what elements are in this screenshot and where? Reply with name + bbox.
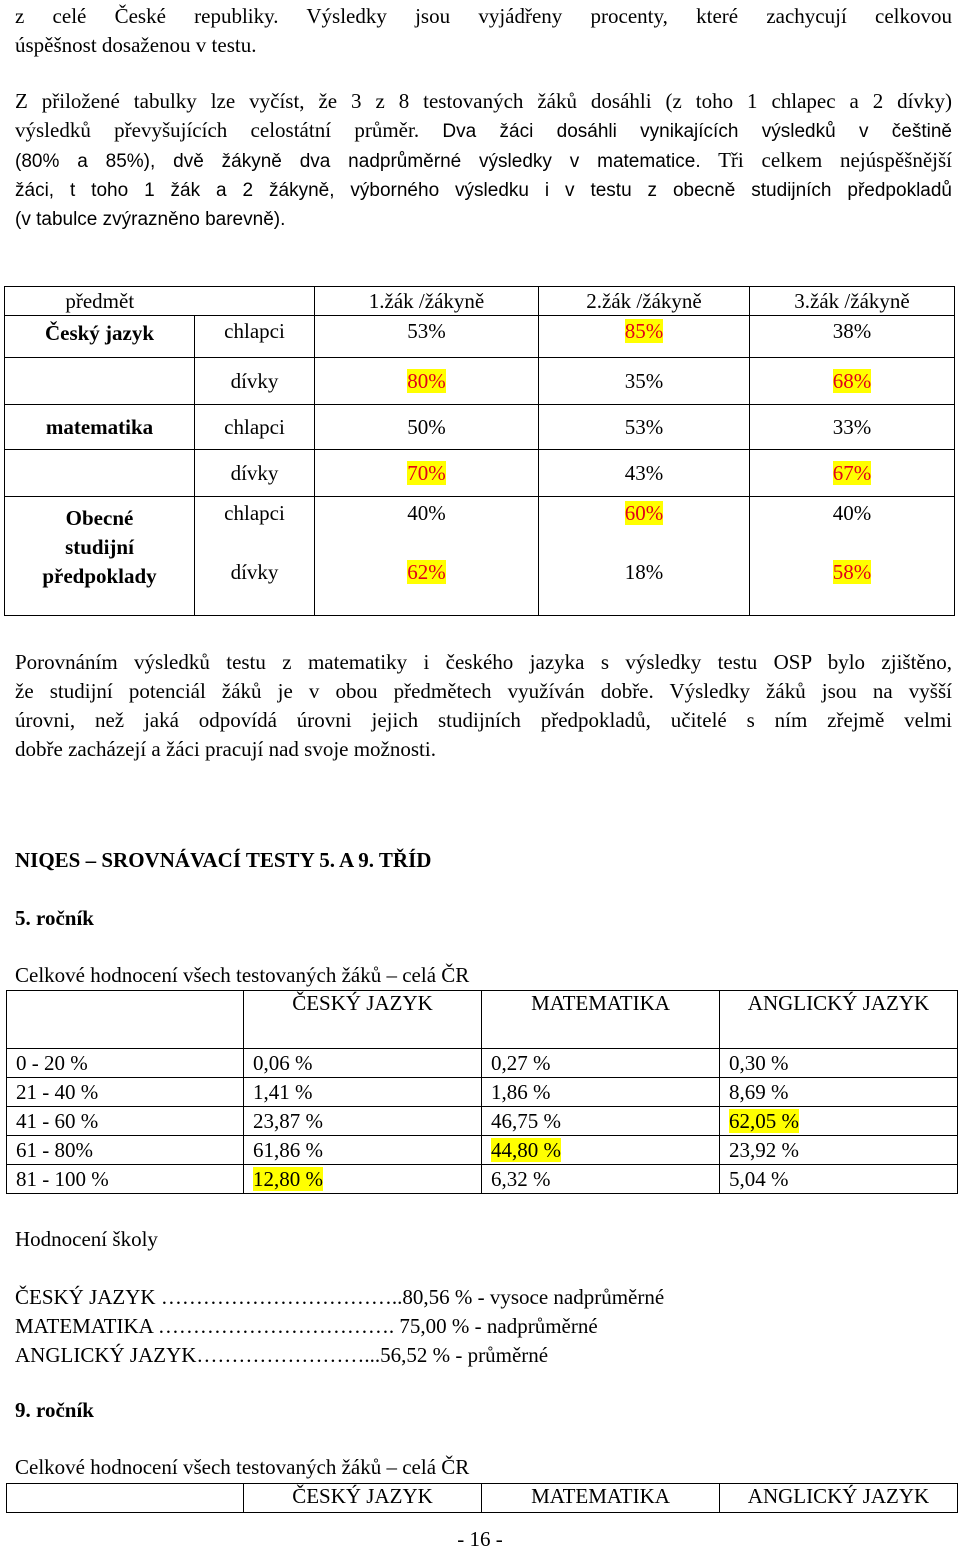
header-blank <box>7 991 244 1049</box>
school-results <box>15 1283 664 1370</box>
header-student-2: 2.žák /žákyně <box>539 287 750 316</box>
header-czech: ČESKÝ JAZYK <box>244 1484 482 1513</box>
value-cell: 0,06 % <box>244 1049 482 1078</box>
subject-czech: Český jazyk <box>5 316 195 358</box>
table-row <box>5 358 955 405</box>
value-cell: 8,69 % <box>720 1078 958 1107</box>
analysis-line-1: Z přiložené tabulky lze vyčíst, že 3 z 8 testovaných žáků dosáhli (z toho 1 chlapec a 2 dívky) <box>15 89 952 113</box>
group-cell: dívky <box>195 554 315 616</box>
value-cell <box>315 450 539 497</box>
value-cell: 0,27 % <box>482 1049 720 1078</box>
analysis-line-3-serif: Tři celkem nejúspěšnější <box>700 148 953 172</box>
value-cell <box>315 554 539 616</box>
value-cell: 61,86 % <box>244 1136 482 1165</box>
header-math: MATEMATIKA <box>482 1484 720 1513</box>
value-cell <box>720 1107 958 1136</box>
subject-osp <box>5 497 195 616</box>
school-result-math: MATEMATIKA ……………………………. 75,00 % - nadprůměrné <box>15 1314 598 1338</box>
grade9-table-caption: Celkové hodnocení všech testovaných žáků – celá ČR <box>15 1455 470 1479</box>
header-subject: předmět <box>5 287 195 316</box>
results-header-row <box>5 287 955 316</box>
grade5-table-caption: Celkové hodnocení všech testovaných žáků – celá ČR <box>15 963 470 987</box>
grade9-national-table <box>6 1483 958 1513</box>
analysis-line-3 <box>15 146 952 176</box>
analysis-paragraph <box>15 87 952 234</box>
value-cell: 23,92 % <box>720 1136 958 1165</box>
header-czech: ČESKÝ JAZYK <box>244 991 482 1049</box>
group-cell: chlapci <box>195 405 315 450</box>
subject-math: matematika <box>5 405 195 450</box>
value-cell: 43% <box>539 450 750 497</box>
table-row <box>5 450 955 497</box>
header-blank <box>7 1484 244 1513</box>
value-cell: 1,41 % <box>244 1078 482 1107</box>
subject-osp-line: studijní <box>65 534 134 559</box>
analysis-line-2-sans: Dva žáci dosáhli vynikajících výsledků v češtině <box>419 121 953 142</box>
highlighted-value: 60% <box>624 501 664 525</box>
subject-empty <box>5 450 195 497</box>
value-cell: 40% <box>315 497 539 554</box>
value-cell: 5,04 % <box>720 1165 958 1194</box>
table-row <box>7 1049 958 1078</box>
value-cell: 1,86 % <box>482 1078 720 1107</box>
table-row <box>7 1078 958 1107</box>
highlighted-value: 58% <box>832 559 872 584</box>
table-row <box>7 1136 958 1165</box>
header-student-1: 1.žák /žákyně <box>315 287 539 316</box>
highlighted-value: 44,80 % <box>491 1137 561 1162</box>
value-cell: 50% <box>315 405 539 450</box>
group-cell: dívky <box>195 358 315 405</box>
value-cell <box>750 554 955 616</box>
comparison-line-3: úrovni, než jaká odpovídá úrovni jejich studijních předpokladů, učitelé s ním zřejmě velmi <box>15 708 952 732</box>
value-cell: 40% <box>750 497 955 554</box>
grade5-heading: 5. ročník <box>15 906 94 930</box>
table-row <box>7 1165 958 1194</box>
range-cell: 81 - 100 % <box>7 1165 244 1194</box>
table-row <box>7 1107 958 1136</box>
table-row <box>5 405 955 450</box>
header-english: ANGLICKÝ JAZYK <box>720 1484 958 1513</box>
results-table <box>4 286 955 616</box>
comparison-line-1: Porovnáním výsledků testu z matematiky i českého jazyka s výsledky testu OSP bylo zjištěno, <box>15 650 952 674</box>
analysis-line-4: žáci, t toho 1 žák a 2 žákyně, výborného výsledku i v testu z obecně studijních předpokladů <box>15 180 952 201</box>
comparison-line-2: že studijní potenciál žáků je v obou předmětech využíván dobře. Výsledky žáků jsou na vyšší <box>15 679 952 703</box>
intro-line-1: z celé České republiky. Výsledky jsou vyjádřeny procenty, které zachycují celkovou <box>15 4 952 28</box>
value-cell: 0,30 % <box>720 1049 958 1078</box>
analysis-line-3-sans: (80% a 85%), dvě žákyně dva nadprůměrné výsledky v matematice. <box>15 151 701 172</box>
page-number: - 16 - <box>457 1527 503 1551</box>
value-cell: 23,87 % <box>244 1107 482 1136</box>
value-cell: 33% <box>750 405 955 450</box>
table-row <box>5 497 955 554</box>
highlighted-value: 80% <box>407 368 446 393</box>
table-row <box>5 316 955 358</box>
analysis-line-5: (v tabulce zvýrazněno barevně). <box>15 209 286 230</box>
highlighted-value: 68% <box>832 368 872 393</box>
value-cell: 53% <box>539 405 750 450</box>
header-math: MATEMATIKA <box>482 991 720 1049</box>
grade5-header-row <box>7 991 958 1049</box>
value-cell <box>750 450 955 497</box>
group-cell: chlapci <box>195 316 315 358</box>
value-cell: 18% <box>539 554 750 616</box>
header-blank <box>195 287 315 316</box>
highlighted-value: 62,05 % <box>729 1108 799 1133</box>
comparison-paragraph <box>15 648 952 764</box>
range-cell: 41 - 60 % <box>7 1107 244 1136</box>
intro-line-2: úspěšnost dosaženou v testu. <box>15 33 257 57</box>
highlighted-value: 70% <box>407 460 446 485</box>
niqes-heading: NIQES – SROVNÁVACÍ TESTY 5. A 9. TŘÍD <box>15 848 432 872</box>
subject-osp-line: Obecné <box>65 505 134 530</box>
group-cell: dívky <box>195 450 315 497</box>
grade5-national-table <box>6 990 958 1194</box>
range-cell: 61 - 80% <box>7 1136 244 1165</box>
grade9-header-row <box>7 1484 958 1513</box>
range-cell: 21 - 40 % <box>7 1078 244 1107</box>
value-cell: 38% <box>750 316 955 358</box>
subject-empty <box>5 358 195 405</box>
highlighted-value: 67% <box>832 460 872 485</box>
value-cell: 53% <box>315 316 539 358</box>
group-cell: chlapci <box>195 497 315 554</box>
highlighted-value: 12,80 % <box>253 1166 323 1191</box>
highlighted-value: 62% <box>407 559 446 584</box>
subject-osp-line: předpoklady <box>42 563 157 588</box>
value-cell <box>482 1136 720 1165</box>
range-cell: 0 - 20 % <box>7 1049 244 1078</box>
school-result-czech: ČESKÝ JAZYK ……………………………..80,56 % - vysoce nadprůměrné <box>15 1285 665 1309</box>
school-result-english: ANGLICKÝ JAZYK……………………...56,52 % - průměrné <box>15 1343 549 1367</box>
analysis-line-2 <box>15 116 952 146</box>
value-cell: 6,32 % <box>482 1165 720 1194</box>
value-cell <box>750 358 955 405</box>
value-cell <box>244 1165 482 1194</box>
header-english: ANGLICKÝ JAZYK <box>720 991 958 1049</box>
highlighted-value: 85% <box>624 319 664 343</box>
header-student-3: 3.žák /žákyně <box>750 287 955 316</box>
analysis-line-2-serif: výsledků převyšujících celostátní průměr. <box>15 118 420 142</box>
value-cell <box>539 316 750 358</box>
value-cell: 35% <box>539 358 750 405</box>
intro-paragraph <box>15 2 952 60</box>
comparison-line-4: dobře zacházejí a žáci pracují nad svoje možnosti. <box>15 737 436 761</box>
grade9-heading: 9. ročník <box>15 1398 94 1422</box>
value-cell <box>539 497 750 554</box>
school-heading: Hodnocení školy <box>15 1227 158 1251</box>
value-cell <box>315 358 539 405</box>
value-cell: 46,75 % <box>482 1107 720 1136</box>
